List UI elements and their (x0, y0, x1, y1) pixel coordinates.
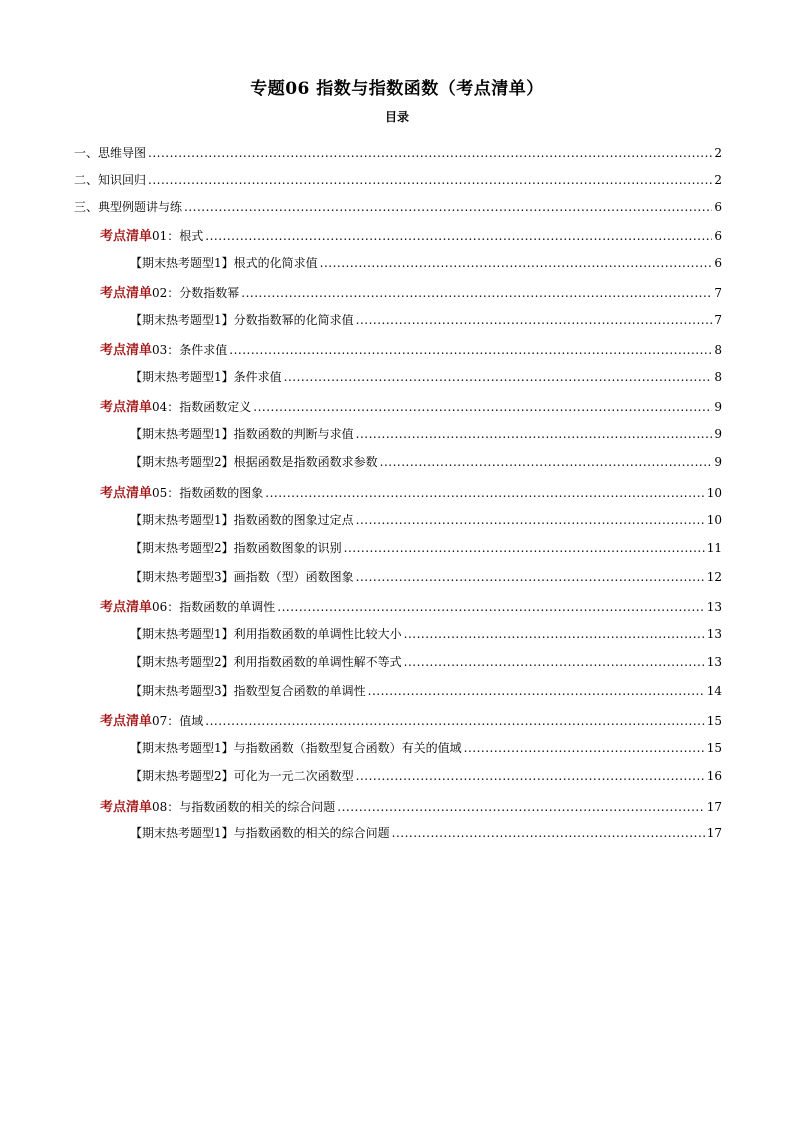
toc-entry[interactable] (130, 625, 722, 643)
toc-section-tag: 考点清单 (100, 800, 153, 815)
toc-entry-text: 【期末热考题型1】指数函数的图象过定点 (130, 513, 354, 527)
toc-page-number: 6 (714, 229, 722, 243)
toc-leader-dots (404, 627, 705, 641)
toc-leader-dots (356, 513, 705, 527)
toc-entry-label (100, 225, 203, 244)
toc-page-number: 12 (706, 570, 722, 584)
toc-entry-text: 01：根式 (152, 229, 204, 243)
toc-entry-label (130, 539, 342, 556)
toc-entry[interactable] (130, 767, 722, 785)
toc-page-number: 11 (706, 541, 722, 555)
toc-leader-dots (404, 655, 705, 669)
toc-entry-label (130, 625, 402, 642)
toc-entry-label (100, 339, 227, 358)
toc-entry-text: 【期末热考题型1】与指数函数的相关的综合问题 (130, 826, 390, 840)
toc-page-number: 9 (714, 427, 722, 441)
toc-entry[interactable] (130, 453, 722, 471)
toc-leader-dots (184, 200, 712, 214)
toc-entry[interactable] (74, 144, 722, 162)
toc-entry-label (100, 710, 203, 729)
toc-page-number: 7 (714, 313, 722, 327)
toc-entry-label (100, 482, 263, 501)
toc-entry[interactable] (130, 511, 722, 529)
toc-entry[interactable] (130, 653, 722, 671)
toc-entry-text: 二、知识回归 (74, 173, 147, 187)
toc-section-tag: 考点清单 (100, 286, 153, 301)
toc-entry[interactable] (130, 425, 722, 443)
toc-leader-dots (356, 427, 713, 441)
toc-entry-text: 一、思维导图 (74, 146, 147, 160)
toc-entry-label (74, 171, 146, 188)
toc-page-number: 17 (706, 800, 722, 814)
toc-entry[interactable] (130, 739, 722, 757)
toc-entry-text: 【期末热考题型2】指数函数图象的识别 (130, 541, 342, 555)
toc-page-number: 9 (714, 400, 722, 414)
toc-section-tag: 考点清单 (100, 600, 153, 615)
toc-entry[interactable] (130, 311, 722, 329)
toc-page-number: 15 (706, 741, 722, 755)
toc-entry-text: 03：条件求值 (152, 343, 228, 357)
toc-entry-label (130, 767, 354, 784)
toc-entry-text: 【期末热考题型2】可化为一元二次函数型 (130, 769, 354, 783)
toc-page-number: 6 (714, 200, 722, 214)
toc-entry[interactable] (130, 539, 722, 557)
toc-entry-text: 【期末热考题型1】条件求值 (130, 370, 282, 384)
toc-entry-text: 06：指数函数的单调性 (152, 600, 276, 614)
toc-entry-label (130, 425, 354, 442)
toc-entry-text: 【期末热考题型2】利用指数函数的单调性解不等式 (130, 655, 402, 669)
toc-entry-text: 【期末热考题型1】指数函数的判断与求值 (130, 427, 354, 441)
toc-entry-label (130, 682, 366, 699)
toc-section-tag: 考点清单 (100, 486, 153, 501)
toc-entry[interactable] (100, 396, 722, 414)
toc-section-tag: 考点清单 (100, 229, 153, 244)
toc-page-number: 13 (706, 627, 722, 641)
toc-entry[interactable] (100, 225, 722, 243)
toc-page-number: 13 (706, 600, 722, 614)
toc-leader-dots (148, 146, 712, 160)
toc-entry[interactable] (100, 796, 722, 814)
toc-entry-label (74, 198, 182, 215)
toc-page-number: 9 (714, 455, 722, 469)
toc-entry-label (130, 511, 354, 528)
toc-leader-dots (284, 370, 713, 384)
toc-entry[interactable] (130, 682, 722, 700)
toc-entry-text: 【期末热考题型1】利用指数函数的单调性比较大小 (130, 627, 402, 641)
toc-page-number: 10 (706, 486, 722, 500)
toc-page-number: 17 (706, 826, 722, 840)
toc-heading: 目录 (384, 110, 409, 124)
toc-leader-dots (205, 714, 704, 728)
toc-page-number: 10 (706, 513, 722, 527)
toc-leader-dots (356, 313, 713, 327)
toc-page-number: 15 (706, 714, 722, 728)
toc-entry-text: 08：与指数函数的相关的综合问题 (152, 800, 336, 814)
toc-leader-dots (265, 486, 704, 500)
toc-page-number: 2 (714, 173, 722, 187)
toc-entry-label (100, 396, 251, 415)
toc-leader-dots (464, 741, 705, 755)
toc-leader-dots (392, 826, 705, 840)
toc-entry-text: 【期末热考题型1】与指数函数（指数型复合函数）有关的值域 (130, 741, 462, 755)
toc-leader-dots (277, 600, 704, 614)
toc-page-number: 2 (714, 146, 722, 160)
toc-entry[interactable] (100, 710, 722, 728)
toc-leader-dots (356, 570, 705, 584)
toc-entry-text: 07：值域 (152, 714, 204, 728)
toc-page-number: 8 (714, 370, 722, 384)
toc-leader-dots (229, 343, 712, 357)
toc-entry-text: 【期末热考题型1】根式的化简求值 (130, 256, 318, 270)
toc-entry-text: 三、典型例题讲与练 (74, 200, 183, 214)
toc-entry-label (130, 824, 390, 841)
toc-entry-label (130, 254, 318, 271)
toc-entry-label (130, 453, 378, 470)
toc-entry-text: 【期末热考题型2】根据函数是指数函数求参数 (130, 455, 378, 469)
toc-entry-text: 【期末热考题型3】指数型复合函数的单调性 (130, 684, 366, 698)
toc-entry[interactable] (100, 282, 722, 300)
toc-leader-dots (320, 256, 713, 270)
toc-entry[interactable] (130, 824, 722, 842)
toc-section-tag: 考点清单 (100, 400, 153, 415)
toc-entry[interactable] (100, 339, 722, 357)
toc-entry-text: 【期末热考题型1】分数指数幂的化简求值 (130, 313, 354, 327)
toc-entry-label (100, 282, 239, 301)
toc-entry-label (74, 144, 146, 161)
toc-page-number: 7 (714, 286, 722, 300)
toc-entry-label (130, 739, 462, 756)
toc-entry-label (130, 368, 282, 385)
toc-entry[interactable] (74, 198, 722, 216)
toc-entry[interactable] (100, 596, 722, 614)
toc-leader-dots (337, 800, 704, 814)
toc-entry-text: 04：指数函数定义 (152, 400, 252, 414)
toc-entry-label (100, 796, 335, 815)
toc-page-number: 6 (714, 256, 722, 270)
toc-entry[interactable] (100, 482, 722, 500)
toc-entry-label (130, 311, 354, 328)
toc-leader-dots (148, 173, 712, 187)
toc-entry[interactable] (130, 568, 722, 586)
toc-entry[interactable] (130, 368, 722, 386)
toc-entry-label (130, 653, 402, 670)
toc-entry[interactable] (74, 171, 722, 189)
toc-page-number: 14 (706, 684, 722, 698)
toc-section-tag: 考点清单 (100, 714, 153, 729)
toc-page-number: 16 (706, 769, 722, 783)
toc-entry[interactable] (130, 254, 722, 272)
toc-page-number: 13 (706, 655, 722, 669)
page-title: 专题06 指数与指数函数（考点清单） (250, 79, 544, 99)
toc-section-tag: 考点清单 (100, 343, 153, 358)
toc-entry-text: 02：分数指数幂 (152, 286, 240, 300)
toc-entry-label (100, 596, 275, 615)
toc-entry-text: 05：指数函数的图象 (152, 486, 264, 500)
toc-leader-dots (344, 541, 705, 555)
toc-entry-label (130, 568, 354, 585)
toc-leader-dots (356, 769, 705, 783)
toc-leader-dots (380, 455, 713, 469)
toc-entry-text: 【期末热考题型3】画指数（型）函数图象 (130, 570, 354, 584)
toc-leader-dots (241, 286, 712, 300)
toc-leader-dots (368, 684, 705, 698)
toc-leader-dots (205, 229, 712, 243)
toc-leader-dots (253, 400, 712, 414)
toc-page-number: 8 (714, 343, 722, 357)
